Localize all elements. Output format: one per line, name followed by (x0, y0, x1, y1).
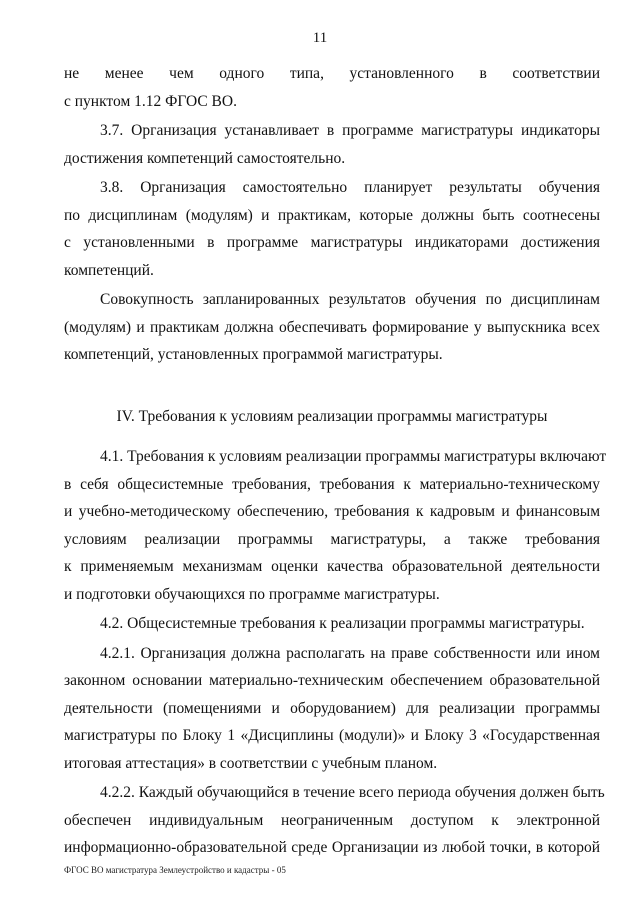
text-line: не менее чем одного типа, установленного в соответствии (64, 65, 600, 82)
text-line: в себя общесистемные требования, требования к материально-техническому (64, 475, 600, 493)
text-line: и учебно-методическому обеспечению, требования к кадровым и финансовым (64, 503, 600, 520)
text-line: информационно-образовательной среде Организации из любой точки, в которой (64, 839, 600, 856)
paragraph-4-1-line: 4.1. Требования к условиям реализации программы магистратуры включают (100, 448, 607, 465)
page-number: 11 (312, 30, 328, 46)
text-line: и подготовки обучающихся по программе магистратуры. (64, 585, 440, 603)
paragraph-4-2-2-line: 4.2.2. Каждый обучающийся в течение всего периода обучения должен быть (100, 784, 605, 801)
text-line: (модулям) и практикам должна обеспечивать формирование у выпускника всех (64, 318, 600, 336)
paragraph-4-2-1-line: 4.2.1. Организация должна располагать на праве собственности или ином (100, 644, 600, 662)
paragraph-4-2-line: 4.2. Общесистемные требования к реализации программы магистратуры. (100, 615, 585, 632)
text-line: деятельности (помещениями и оборудованием) для реализации программы (64, 699, 600, 717)
text-line: обеспечен индивидуальным неограниченным доступом к электронной (64, 811, 600, 829)
text-line: компетенций, установленных программой магистратуры. (64, 346, 443, 363)
text-line: достижения компетенций самостоятельно. (64, 149, 346, 167)
text-line: к применяемым механизмам оценки качества образовательной деятельности (64, 558, 600, 575)
text-line: с установленными в программе магистратуры индикаторами достижения (64, 234, 600, 251)
text-line: с пунктом 1.12 ФГОС ВО. (64, 92, 237, 110)
text-line: магистратуры по Блоку 1 «Дисциплины (модули)» и Блоку 3 «Государственная (64, 727, 600, 744)
text-line: по дисциплинам (модулям) и практикам, которые должны быть соотнесены (64, 206, 600, 224)
paragraph-aggregate-line: Совокупность запланированных результатов обучения по дисциплинам (100, 291, 600, 308)
section-heading: IV. Требования к условиям реализации программы магистратуры (116, 407, 548, 425)
paragraph-3-7-line: 3.7. Организация устанавливает в программе магистратуры индикаторы (100, 122, 600, 139)
page-footer: ФГОС ВО магистратура Землеустройство и кадастры - 05 (64, 865, 286, 875)
text-line: итоговая аттестация» в соответствии с учебным планом. (64, 754, 438, 772)
paragraph-3-8-line: 3.8. Организация самостоятельно планирует результаты обучения (100, 179, 600, 196)
text-line: законном основании материально-техническим обеспечением образовательной (64, 672, 600, 689)
text-line: условиям реализации программы магистратуры, а также требования (64, 530, 600, 548)
document-body (64, 60, 607, 862)
text-line: компетенций. (64, 261, 154, 279)
